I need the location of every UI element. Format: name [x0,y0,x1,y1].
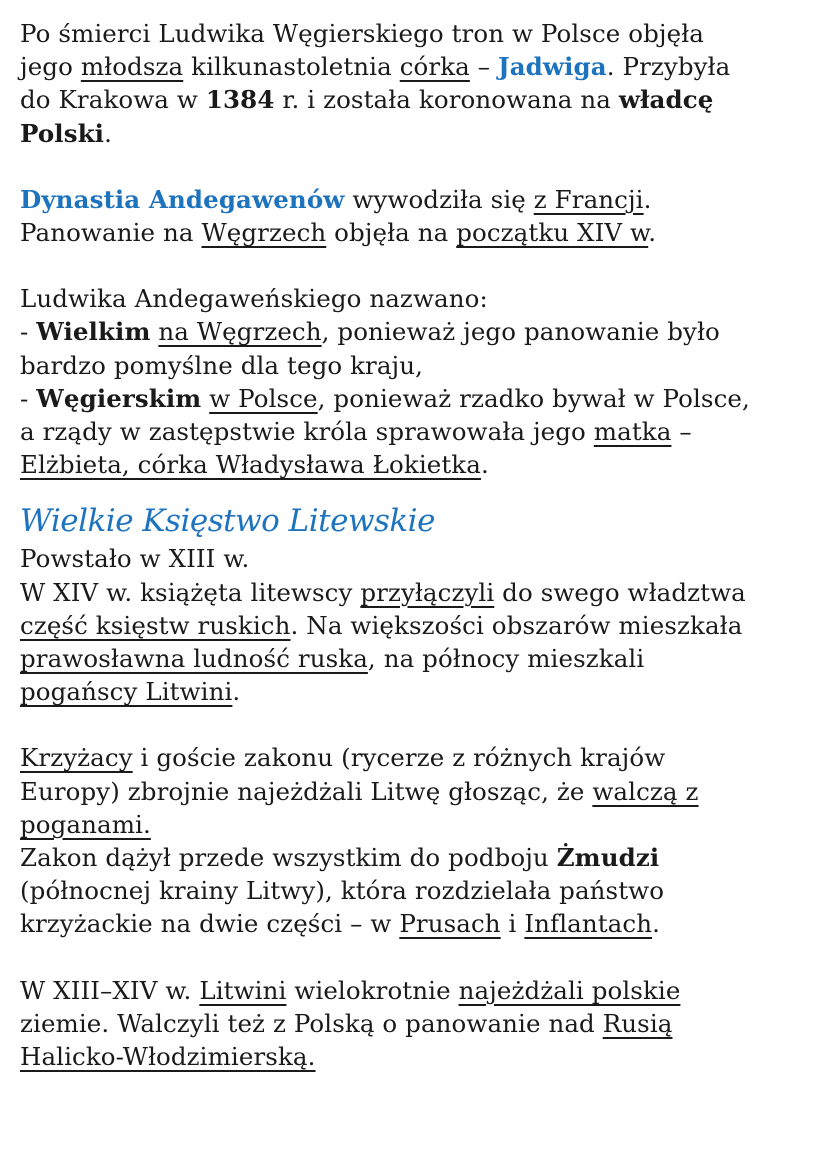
text-line [20,841,820,874]
text-line: Powstało w XIII w. [20,544,250,574]
text-line [20,974,820,1007]
bold-year: 1384 [205,85,275,115]
text-line: Ludwika Andegaweńskiego nazwano: [20,284,488,314]
highlight-jadwiga: Jadwiga [498,52,607,82]
text-line [20,415,820,448]
section-heading: Wielkie Księstwo Litewskie [20,503,435,540]
bold-text: władcę [618,85,714,115]
text-line [20,117,820,150]
text: . [232,677,241,707]
text: - [20,383,37,413]
underlined-text: poganami. [20,809,151,839]
text-line [20,1007,820,1040]
text: Zakon dążył przede wszystkim do podboju [20,843,557,873]
text-line [20,315,820,348]
text: . [652,909,660,939]
text-line [20,741,820,774]
underlined-text: matka [593,417,672,447]
text-line [20,907,820,940]
text: objęła na [326,218,457,248]
text-line [20,382,820,415]
text: jego [20,52,81,82]
text: . [104,118,112,148]
text: i goście zakonu (rycerze z różnych krajów [132,743,666,773]
text: kilkunastoletnia [183,52,400,82]
text: – [469,52,498,82]
underlined-text: Prusach [399,909,501,939]
underlined-text: Węgrzech [201,218,327,248]
text-line [20,216,820,249]
text: - [20,317,37,347]
underlined-text: Halicko-Włodzimierską. [20,1042,316,1072]
text: , ponieważ rzadko bywał w Polsce, [317,383,750,413]
text: do swego władztwa [494,577,746,607]
text-line [20,448,820,481]
underlined-text: Rusią [602,1008,673,1038]
text-line [20,675,820,708]
text-line [20,50,820,83]
text: wywodziła się [344,184,534,214]
text: wielokrotnie [286,975,459,1005]
paragraph-dynasty [20,183,820,249]
text: . [648,218,657,248]
text: ziemie. Walczyli też z Polską o panowanie nad [20,1008,603,1038]
text: r. i została koronowana na [274,85,619,115]
paragraph-gap [20,150,820,183]
underlined-text: Litwini [199,975,287,1005]
text: , na północy mieszkali [367,644,645,674]
text: W XIV w. książęta litewscy [20,577,361,607]
text-line [20,183,820,216]
paragraph-gap [20,708,820,741]
paragraph-lithuania [20,542,820,708]
underlined-text: walczą z [592,776,699,806]
text-line: (północnej krainy Litwy), która rozdzielała państwo [20,876,665,906]
bold-text: Wielkim [36,317,151,347]
paragraph-gap [20,941,820,974]
text-line: Po śmierci Ludwika Węgierskiego tron w Polsce objęła [20,19,704,48]
text-line: bardzo pomyślne dla tego kraju, [20,350,424,380]
underlined-text: Krzyżacy [20,743,133,773]
bold-text: Polski [20,118,105,148]
text: . [480,450,489,480]
text: Europy) zbrojnie najeżdżali Litwę głosząc, że [20,776,593,806]
paragraph-ludwik [20,282,820,481]
text: , ponieważ jego panowanie było [321,317,720,347]
text: a rządy w zastępstwie króla sprawowała jego [20,417,594,447]
text-line [20,775,820,808]
text: Panowanie na [20,218,202,248]
underlined-text: najeżdżali polskie [458,975,681,1005]
text-line [20,609,820,642]
bold-text: Żmudzi [556,843,660,873]
text-line [20,808,820,841]
underlined-text: z Francji [533,184,644,214]
underlined-text: część księstw ruskich [20,610,291,640]
text: . Na większości obszarów mieszkała [290,610,743,640]
paragraph-teutonic [20,741,820,940]
underlined-text: w Polsce [209,383,318,413]
text: do Krakowa w [20,85,206,115]
text: i [500,909,525,939]
text: – [671,417,692,447]
text-line [20,576,820,609]
underlined-text: pogańscy Litwini [20,677,233,707]
text: W XIII–XIV w. [20,975,200,1005]
underlined-text: na Węgrzech [158,317,322,347]
bold-text: Węgierskim [36,383,202,413]
underlined-text: początku XIV w [456,218,649,248]
text-line [20,1040,820,1073]
underlined-text: przyłączyli [360,577,495,607]
paragraph-raids [20,974,820,1074]
document-page [20,17,820,1073]
underlined-text: prawosławna ludność ruska [20,644,368,674]
text-line [20,83,820,116]
underlined-text: córka [399,52,470,82]
underlined-text: młodsza [80,52,184,82]
highlight-dynasty: Dynastia Andegawenów [20,184,345,214]
text: . Przybyła [606,52,731,82]
text-line [20,642,820,675]
paragraph-gap [20,249,820,282]
text: . [643,184,652,214]
underlined-text: Inflantach [524,909,653,939]
paragraph-jadwiga [20,17,820,150]
underlined-text: Elżbieta, córka Władysława Łokietka [20,450,481,480]
text: krzyżackie na dwie części – w [20,909,400,939]
